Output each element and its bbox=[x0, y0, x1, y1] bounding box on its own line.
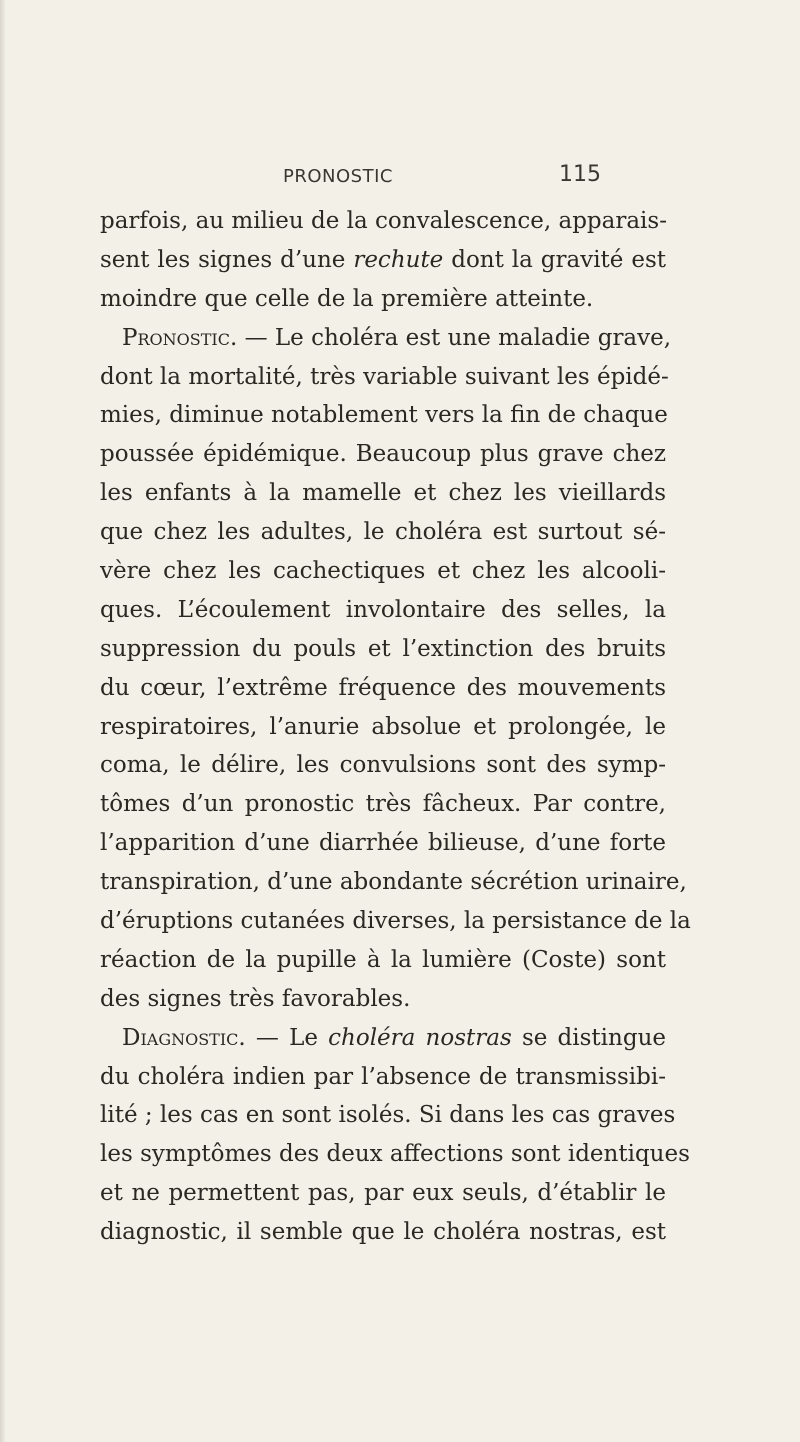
text-line: dont la mortalité, très variable suivant les épidé- bbox=[100, 363, 669, 390]
text-line: Diagnostic. — Le choléra nostras se distingue bbox=[122, 1024, 666, 1051]
emphasis-cholera-nostras: choléra nostras bbox=[328, 1024, 512, 1051]
section-heading-diagnostic: Diagnostic. bbox=[122, 1024, 246, 1051]
page-number: 115 bbox=[559, 162, 601, 187]
text-line: les symptômes des deux affections sont identiques bbox=[100, 1141, 690, 1168]
text-line: vère chez les cachectiques et chez les alcooli- bbox=[100, 558, 666, 585]
text-line: du choléra indien par l’absence de transmissibi- bbox=[100, 1063, 666, 1090]
text-line: tômes d’un pronostic très fâcheux. Par contre, bbox=[100, 791, 666, 818]
text-line: transpiration, d’une abondante sécrétion urinaire, bbox=[100, 869, 687, 896]
text-line: l’apparition d’une diarrhée bilieuse, d’une forte bbox=[100, 830, 666, 857]
text-line: diagnostic, il semble que le choléra nostras, est bbox=[100, 1219, 666, 1246]
text-line: parfois, au milieu de la convalescence, apparais- bbox=[100, 208, 667, 234]
text-line: réaction de la pupille à la lumière (Coste) sont bbox=[100, 946, 666, 973]
text-line: Pronostic. — Le choléra est une maladie grave, bbox=[122, 324, 672, 351]
text-line: et ne permettent pas, par eux seuls, d’établir le bbox=[100, 1180, 666, 1207]
text-line: du cœur, l’extrême fréquence des mouvements bbox=[100, 674, 666, 701]
text-line: coma, le délire, les convulsions sont des symp- bbox=[100, 752, 666, 779]
text-line: des signes très favorables. bbox=[100, 985, 411, 1012]
text-line: mies, diminue notablement vers la fin de chaque bbox=[100, 402, 668, 429]
text-line: suppression du pouls et l’extinction des bruits bbox=[100, 635, 666, 662]
text-line: que chez les adultes, le choléra est surtout sé- bbox=[100, 519, 666, 546]
text-line: ques. L’écoulement involontaire des selles, la bbox=[100, 596, 666, 623]
running-head: PRONOSTIC bbox=[283, 166, 393, 187]
page-header bbox=[0, 162, 800, 202]
text-line: les enfants à la mamelle et chez les vieillards bbox=[100, 480, 666, 507]
body-text bbox=[100, 202, 691, 1252]
page-edge-shadow bbox=[0, 0, 6, 1442]
text-line: sent les signes d’une rechute dont la gravité est bbox=[100, 246, 666, 273]
text-line: respiratoires, l’anurie absolue et prolongée, le bbox=[100, 713, 666, 740]
text-line: lité ; les cas en sont isolés. Si dans les cas graves bbox=[100, 1102, 676, 1129]
section-heading-pronostic: Pronostic. bbox=[122, 324, 238, 351]
text-line: moindre que celle de la première atteinte. bbox=[100, 285, 594, 312]
text-line: d’éruptions cutanées diverses, la persistance de la bbox=[100, 908, 691, 935]
emphasis-rechute: rechute bbox=[353, 246, 444, 273]
text-line: poussée épidémique. Beaucoup plus grave chez bbox=[100, 441, 666, 468]
